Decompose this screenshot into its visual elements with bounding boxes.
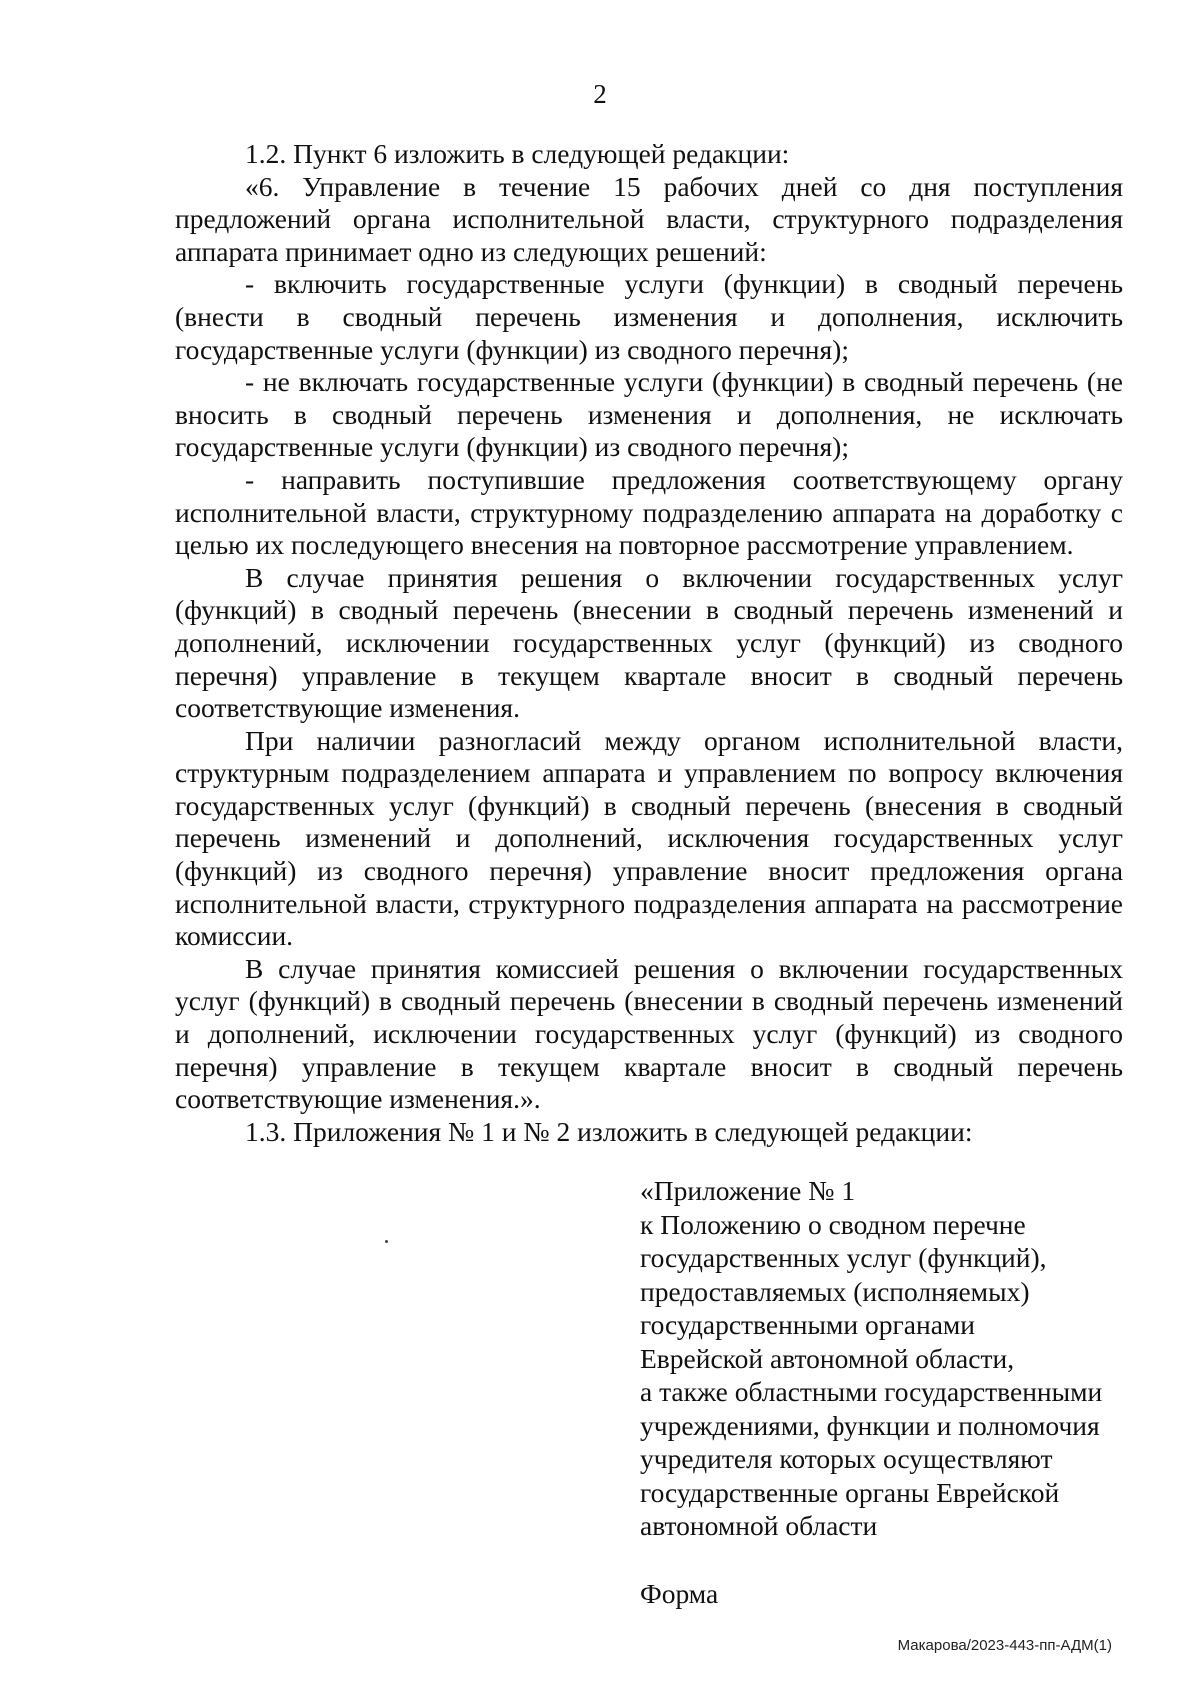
appendix-line: государственных услуг (функций), bbox=[640, 1242, 1047, 1273]
paragraph-option-include: - включить государственные услуги (функции) в сводный перечень (внести в сводный перечень изменения и дополнения, исключить государственные услуги (функции) из сводного перечня); bbox=[175, 268, 1123, 365]
appendix-line: Еврейской автономной области, bbox=[640, 1342, 1015, 1374]
appendix-line: государственными органами bbox=[640, 1309, 976, 1340]
scan-dot bbox=[385, 1240, 388, 1243]
appendix-line: учредителя которых осуществляют bbox=[640, 1443, 1053, 1474]
paragraph-decision: В случае принятия решения о включении государственных услуг (функций) в сводный перечень (внесении в сводный перечень изменений и дополнений, исключении государственных услуг (функций) из сводного перечня) управление в текущем квартале вносит в сводный перечень соответствующие изменения. bbox=[175, 561, 1123, 724]
paragraph-option-return: - направить поступившие предложения соответствующему органу исполнительной власти, структурному подразделению аппарата на доработку с целью их последующего внесения на повторное рассмотрение управлением. bbox=[175, 463, 1123, 561]
page-number: 2 bbox=[593, 79, 607, 109]
document-code: Макарова/2023-443-пп-АДМ(1) bbox=[897, 1637, 1112, 1654]
appendix-line: предоставляемых (исполняемых) bbox=[640, 1275, 1030, 1307]
paragraph-disagreement: При наличии разногласий между органом исполнительной власти, структурным подразделением аппарата и управлением по вопросу включения государственных услуг (функций) в сводный перечень (внесения в сводный перечень изменений и дополнений, исключения государственных услуг (функций) из сводного перечня) управление вносит предложения органа исполнительной власти, структурного подразделения аппарата на рассмотрение комиссии. bbox=[175, 724, 1123, 952]
paragraph-commission: В случае принятия комиссией решения о включении государственных услуг (функций) в сводный перечень (внесении в сводный перечень изменений и дополнений, исключении государственных услуг (функций) из сводного перечня) управление в текущем квартале вносит в сводный перечень соответствующие изменения.». bbox=[175, 952, 1123, 1115]
appendix-line: учреждениями, функции и полномочия bbox=[640, 1409, 1100, 1441]
paragraph-item-1-3: 1.3. Приложения № 1 и № 2 изложить в следующей редакции: bbox=[245, 1115, 973, 1147]
paragraph-option-exclude: - не включать государственные услуги (функции) в сводный перечень (не вносить в сводный перечень изменения и дополнения, не исключать государственные услуги (функции) из сводного перечня); bbox=[175, 366, 1123, 463]
appendix-line: автономной области bbox=[640, 1510, 878, 1541]
paragraph-item-1-2: 1.2. Пункт 6 изложить в следующей редакции: bbox=[245, 138, 790, 169]
paragraph-point-6: «6. Управление в течение 15 рабочих дней со дня поступления предложений органа исполнительной власти, структурного подразделения аппарата принимает одно из следующих решений: bbox=[175, 170, 1123, 267]
appendix-line: «Приложение № 1 bbox=[640, 1175, 856, 1206]
appendix-line: к Положению о сводном перечне bbox=[640, 1208, 1026, 1240]
document-body bbox=[175, 138, 1123, 1148]
appendix-heading bbox=[640, 1174, 1160, 1610]
appendix-line: государственные органы Еврейской bbox=[640, 1476, 1060, 1508]
form-label: Форма bbox=[640, 1577, 719, 1609]
appendix-line: а также областными государственными bbox=[640, 1376, 1103, 1407]
